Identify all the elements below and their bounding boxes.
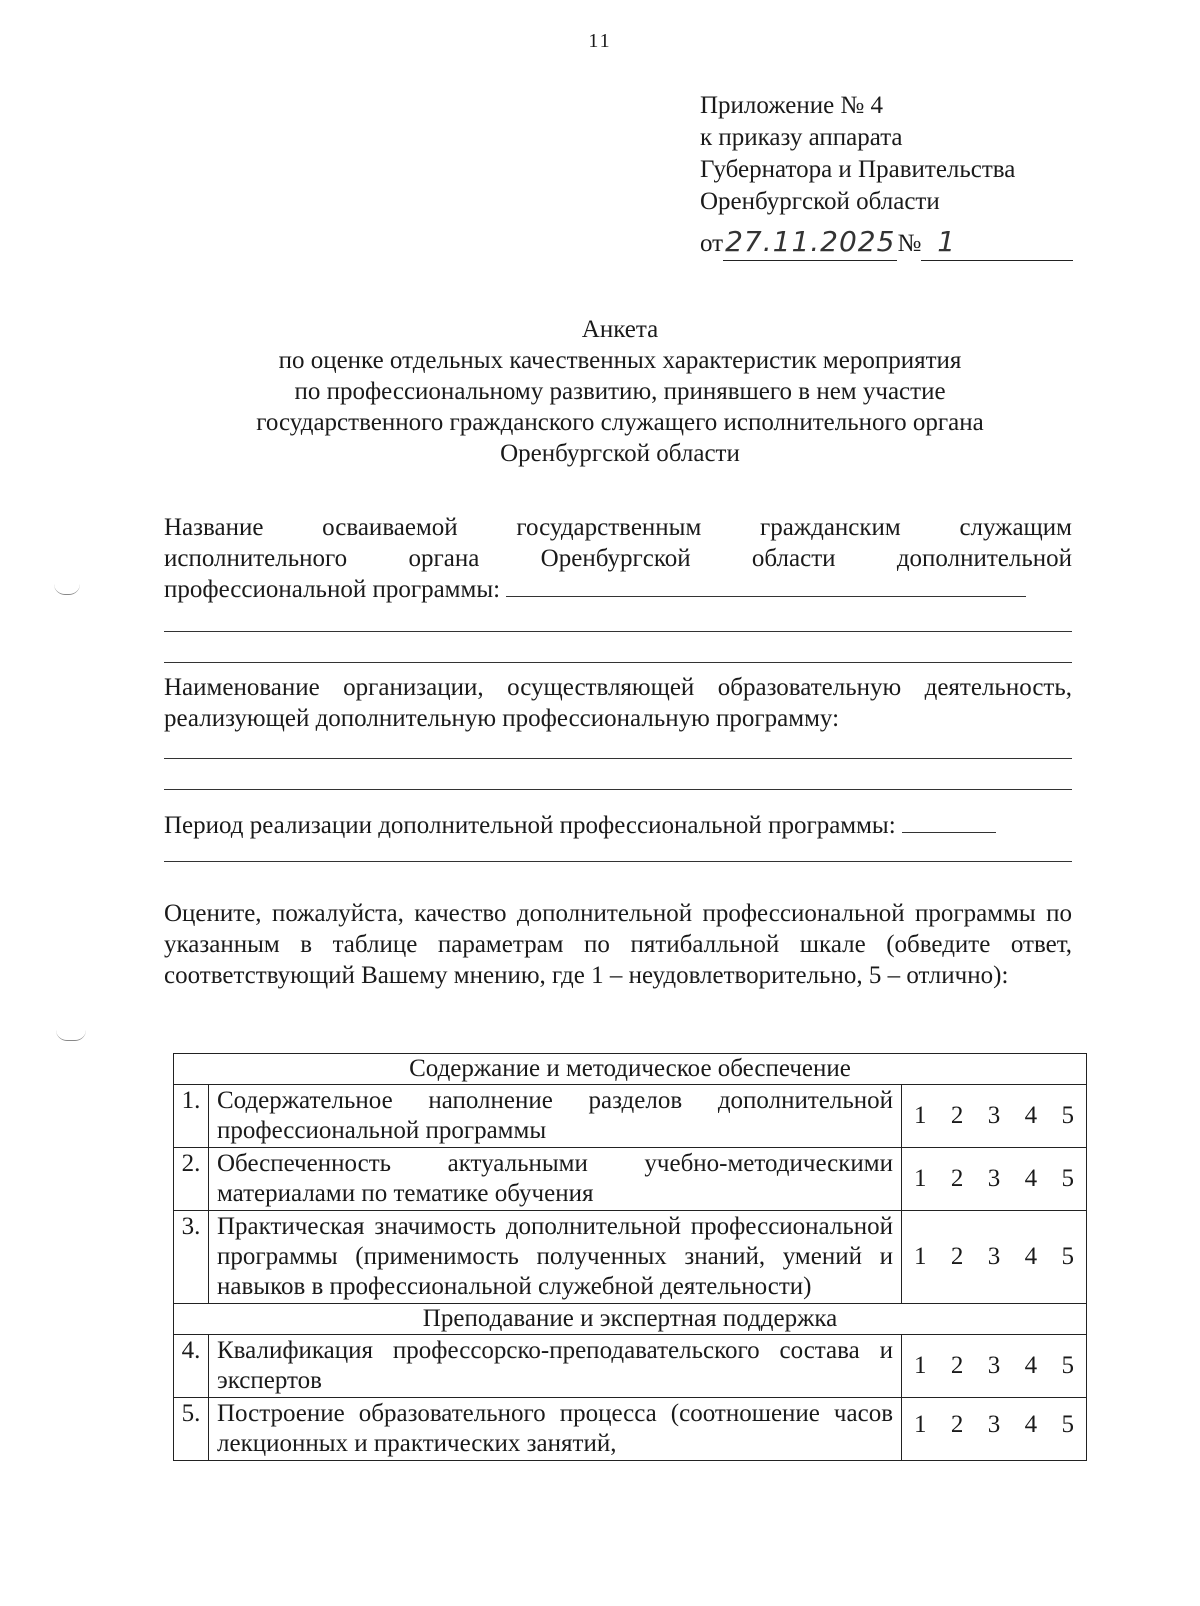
order-date-number-line	[700, 226, 1073, 260]
table-row	[174, 1085, 1087, 1148]
rating-option[interactable]: 4	[1024, 1411, 1038, 1438]
row-number: 5.	[174, 1398, 209, 1461]
rating-option[interactable]: 3	[987, 1411, 1001, 1438]
rating-option[interactable]: 1	[914, 1243, 927, 1270]
section-header-row	[174, 1054, 1087, 1085]
page-number: 11	[588, 30, 612, 52]
appendix-line: Приложение № 4	[700, 92, 884, 119]
row-criterion: Обеспеченность актуальными учебно-методическими материалами по тематике обучения	[209, 1148, 902, 1211]
section-title: Содержание и методическое обеспечение	[174, 1054, 1087, 1085]
rating-option[interactable]: 3	[987, 1102, 1001, 1129]
organization-label-last: реализующей дополнительную профессиональную программу:	[164, 705, 840, 732]
table-row	[174, 1335, 1087, 1398]
questionnaire-title	[160, 314, 1080, 469]
program-label-line: Название осваиваемой государственным гражданским служащим	[164, 514, 1072, 541]
table-row	[174, 1211, 1087, 1304]
rating-option[interactable]: 2	[950, 1102, 964, 1129]
title-heading: Анкета	[581, 316, 659, 343]
rating-option[interactable]: 2	[950, 1243, 964, 1270]
period-field	[164, 810, 1072, 862]
period-label: Период реализации дополнительной профессиональной программы:	[164, 812, 896, 839]
section-title: Преподавание и экспертная поддержка	[174, 1304, 1087, 1335]
row-criterion: Практическая значимость дополнительной профессиональной программы (применимость полученных знаний, умений и навыков в профессиональной служебной деятельности)	[209, 1211, 902, 1304]
rating-scale	[902, 1148, 1087, 1211]
rating-option[interactable]: 3	[987, 1165, 1001, 1192]
organization-answer-blank[interactable]	[164, 789, 1072, 790]
appendix-line: Губернатора и Правительства	[700, 156, 1016, 183]
rating-option[interactable]: 1	[914, 1352, 927, 1379]
program-label-last: профессиональной программы:	[164, 576, 501, 603]
rating-option[interactable]: 5	[1061, 1102, 1074, 1129]
period-answer-blank[interactable]	[164, 861, 1072, 862]
rating-option[interactable]: 4	[1024, 1165, 1038, 1192]
date-prefix: от	[700, 230, 724, 257]
program-field	[164, 512, 1072, 663]
row-number: 3.	[174, 1211, 209, 1304]
order-number-field	[921, 226, 1073, 261]
rating-scale	[902, 1398, 1087, 1461]
title-line: по оценке отдельных качественных характеристик мероприятия	[278, 347, 962, 374]
table-row	[174, 1148, 1087, 1211]
rating-option[interactable]: 2	[950, 1411, 964, 1438]
appendix-line: к приказу аппарата	[700, 124, 903, 151]
rating-option[interactable]: 4	[1024, 1352, 1038, 1379]
rating-option[interactable]: 3	[987, 1352, 1001, 1379]
appendix-line: Оренбургской области	[700, 188, 940, 215]
rating-option[interactable]: 1	[914, 1411, 927, 1438]
row-criterion: Квалификация профессорско-преподавательского состава и экспертов	[209, 1335, 902, 1398]
rating-scale	[902, 1211, 1087, 1304]
row-criterion: Содержательное наполнение разделов дополнительной профессиональной программы	[209, 1085, 902, 1148]
rating-scale	[902, 1085, 1087, 1148]
rating-option[interactable]: 5	[1061, 1411, 1074, 1438]
row-number: 1.	[174, 1085, 209, 1148]
organization-label-line: Наименование организации, осуществляющей образовательную деятельность,	[164, 674, 1072, 701]
order-number-handwritten: 1	[937, 225, 957, 258]
rating-option[interactable]: 4	[1024, 1102, 1038, 1129]
rating-option[interactable]: 2	[950, 1165, 964, 1192]
rating-option[interactable]: 3	[987, 1243, 1001, 1270]
program-answer-blank[interactable]	[506, 596, 1026, 597]
order-date-field	[723, 226, 897, 261]
title-line: государственного гражданского служащего исполнительного органа	[256, 409, 984, 436]
rating-option[interactable]: 5	[1061, 1165, 1074, 1192]
rating-option[interactable]: 4	[1024, 1243, 1038, 1270]
table-row	[174, 1398, 1087, 1461]
rating-option[interactable]: 5	[1061, 1243, 1074, 1270]
rating-option[interactable]: 2	[950, 1352, 964, 1379]
number-prefix: №	[897, 230, 922, 257]
section-header-row	[174, 1304, 1087, 1335]
order-date-handwritten: 27.11.2025	[725, 225, 896, 258]
title-line: по профессиональному развитию, принявшего в нем участие	[294, 378, 946, 405]
organization-field	[164, 672, 1072, 790]
organization-answer-blank[interactable]	[164, 758, 1072, 759]
appendix-header	[700, 90, 1073, 260]
scan-mark	[54, 584, 80, 595]
rating-option[interactable]: 1	[914, 1102, 927, 1129]
program-answer-blank[interactable]	[164, 631, 1072, 632]
rating-option[interactable]: 1	[914, 1165, 927, 1192]
scan-mark	[56, 1030, 86, 1041]
row-number: 4.	[174, 1335, 209, 1398]
rating-table	[173, 1053, 1087, 1461]
program-label-line: исполнительного органа Оренбургской области дополнительной	[164, 545, 1072, 572]
rating-option[interactable]: 5	[1061, 1352, 1074, 1379]
rating-scale	[902, 1335, 1087, 1398]
period-answer-blank[interactable]	[902, 832, 996, 833]
instruction-text: Оцените, пожалуйста, качество дополнительной профессиональной программы по указанным в таблице параметрам по пятибалльной шкале (обведите ответ, соответствующий Вашему мнению, где 1 – неудовлетворительно, 5 – отлично):	[164, 900, 1072, 989]
row-number: 2.	[174, 1148, 209, 1211]
program-answer-blank[interactable]	[164, 662, 1072, 663]
row-criterion: Построение образовательного процесса (соотношение часов лекционных и практических занятий,	[209, 1398, 902, 1461]
title-line: Оренбургской области	[500, 440, 740, 467]
